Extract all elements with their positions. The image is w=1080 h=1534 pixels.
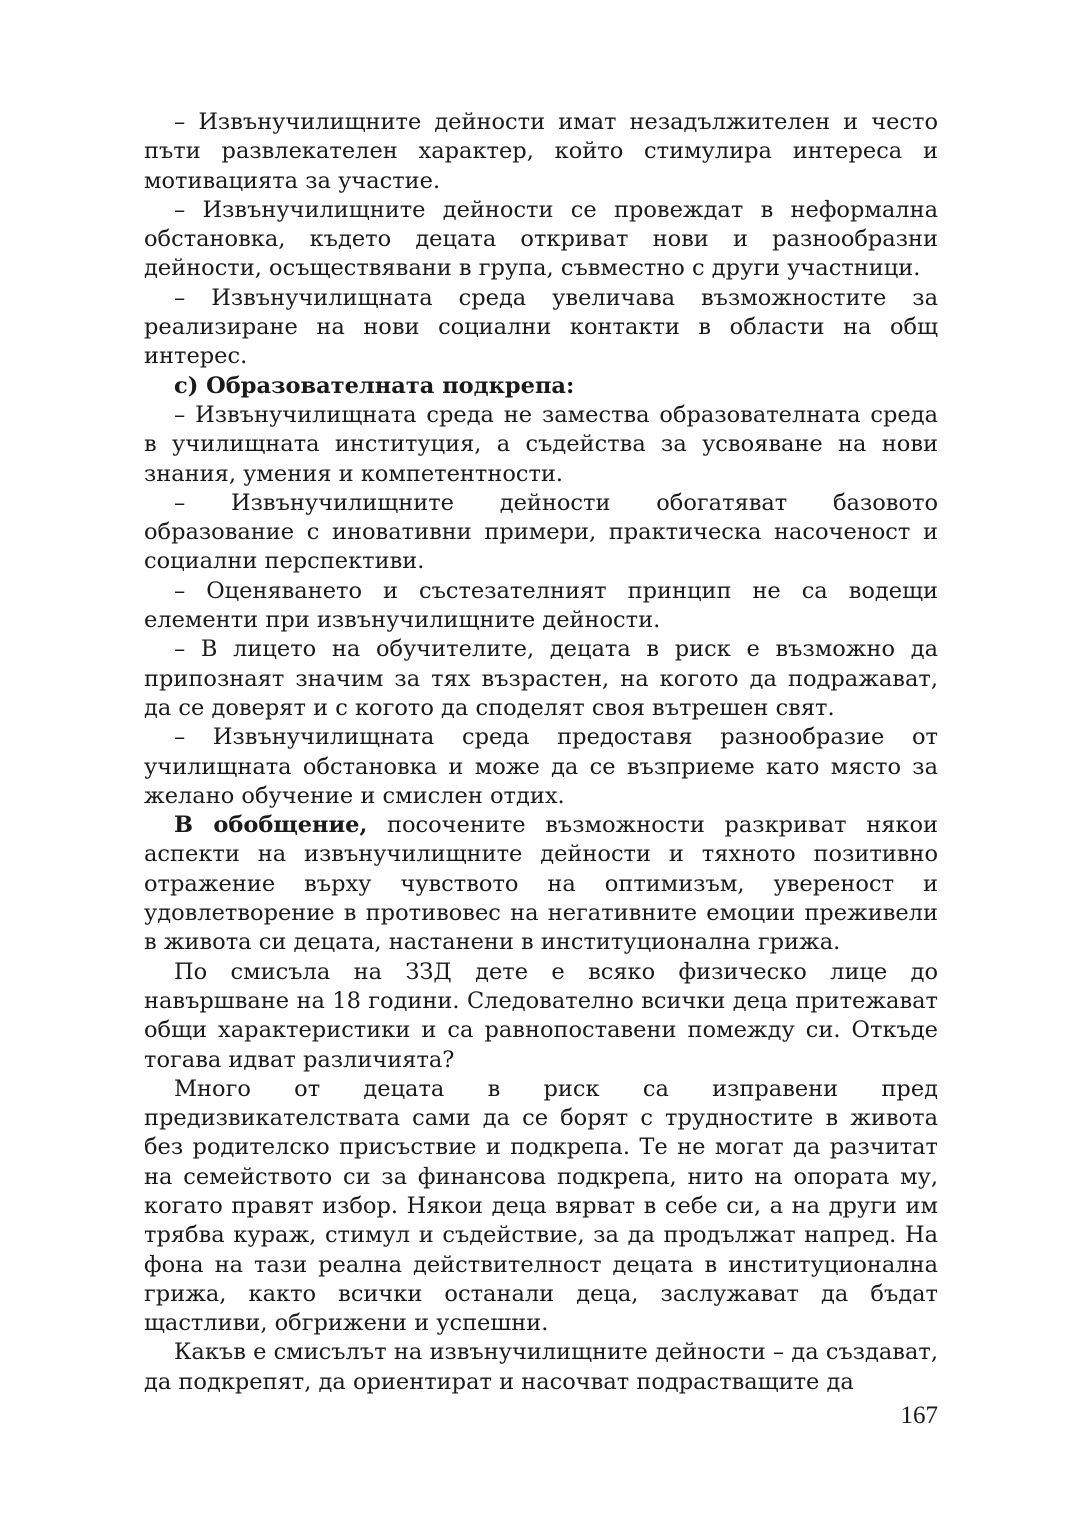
paragraph-3: – Извънучилищната среда увеличава възможностите за реализиране на нови социални контакти в области на общ интерес. [144,284,938,370]
paragraph-5: – Извънучилищните дейности обогатяват базовото образование с иновативни примери, практическа насоченост и социални перспективи. [144,489,938,575]
summary-text: посочените възможности разкриват някои аспекти на извънучилищните дейности и тяхното позитивно отражение върху чувството на оптимизъм, увереност и удовлетворение в противовес на негативните емоции преживели в живота си децата, настанени в институционална грижа. [144,812,938,956]
paragraph-7: – В лицето на обучителите, децата в риск е възможно да припознаят значим за тях възрастен, на когото да подражават, да се доверят и с когото да споделят своя вътрешен свят. [144,636,938,721]
paragraph-8: – Извънучилищната среда предоставя разнообразие от училищната обстановка и може да се възприеме като място за желано обучение и смислен отдих. [144,724,938,809]
paragraph-1: – Извънучилищните дейности имат незадължителен и често пъти развлекателен характер, който стимулира интереса и мотивацията за участие. [144,109,938,194]
paragraph-2: – Извънучилищните дейности се провеждат в неформална обстановка, където децата откриват нови и разнообразни дейности, осъществявани в група, съвместно с други участници. [144,196,938,282]
body-text [144,108,938,1397]
summary-paragraph [144,811,938,957]
paragraph-4: – Извънучилищната среда не замества образователната среда в училищната институция, а съдейства за усвояване на нови знания, умения и компетентности. [144,401,938,487]
page-number: 167 [900,1402,938,1429]
paragraph-11: Какъв е смисълът на извънучилищните дейности – да създават, да подкрепят, да ориентират и насочват подрастващите да [144,1339,938,1395]
summary-lead: В обобщение, [174,812,368,839]
paragraph-9: По смисъла на ЗЗД дете е всяко физическо лице до навършване на 18 години. Следователно всички деца притежават общи характеристики и са равнопоставени помежду си. Откъде тогава идват различията? [144,958,938,1073]
paragraph-6: – Оценяването и състезателният принцип не са водещи елементи при извънучилищните дейности. [144,577,938,634]
section-subheading: с) Образователната подкрепа: [174,372,575,399]
paragraph-10: Много от децата в риск са изправени пред предизвикателствата сами да се борят с трудностите в живота без родителско присъствие и подкрепа. Те не могат да разчитат на семейството си за финансова подкрепа, нито на опората му, когато правят избор. Някои деца вярват в себе си, а на други им трябва кураж, стимул и съдействие, за да продължат напред. На фона на тази реална действителност децата в институционална грижа, както всички останали деца, заслужават да бъдат щастливи, обгрижени и успешни. [144,1075,938,1337]
